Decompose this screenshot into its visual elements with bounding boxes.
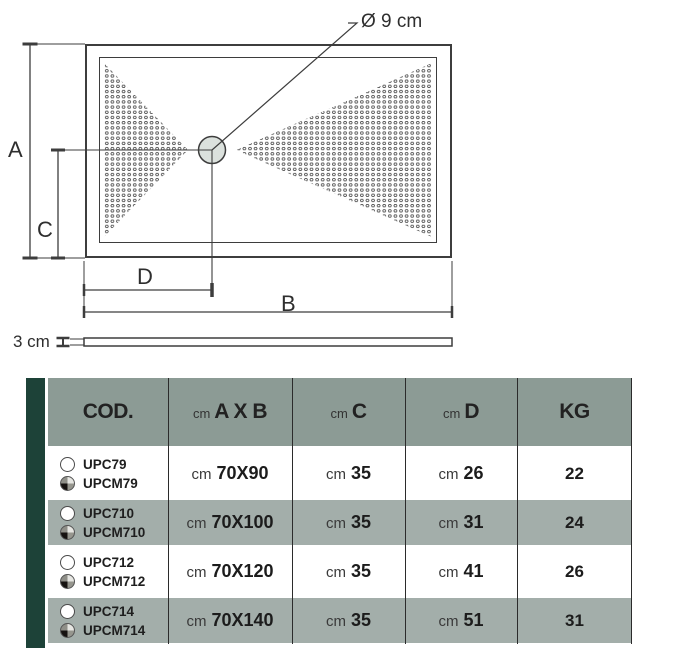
d-cell: cm 51 xyxy=(438,610,484,630)
quartered-circle-icon xyxy=(60,476,75,491)
dimension-a-label: A xyxy=(8,137,23,162)
axb-cell: cm 70X120 xyxy=(186,561,274,581)
header-c: cm C xyxy=(330,400,367,423)
product-code: UPC710 xyxy=(83,505,135,521)
c-cell: cm 35 xyxy=(325,561,372,581)
header-kg: KG xyxy=(559,400,590,423)
product-code: UPCM712 xyxy=(83,573,146,589)
product-code: UPCM79 xyxy=(83,475,138,491)
column-divider xyxy=(292,378,294,644)
table-accent-strip xyxy=(26,378,45,648)
column-divider xyxy=(405,378,407,644)
empty-circle-icon xyxy=(60,506,75,521)
code-cell xyxy=(48,500,168,545)
quartered-circle-icon xyxy=(60,525,75,540)
product-code: UPCM714 xyxy=(83,622,146,638)
d-cell: cm 26 xyxy=(438,463,484,483)
kg-cell: 24 xyxy=(565,512,584,532)
table-row xyxy=(48,549,632,594)
c-cell: cm 35 xyxy=(325,512,372,532)
tray-side-profile xyxy=(84,338,452,346)
product-code: UPC712 xyxy=(83,554,135,570)
empty-circle-icon xyxy=(60,604,75,619)
table-row xyxy=(48,500,632,545)
header-cod: COD. xyxy=(82,400,134,423)
table-right-edge xyxy=(631,378,633,644)
code-cell xyxy=(48,451,168,496)
code-cell xyxy=(48,549,168,594)
header-axb: cm A X B xyxy=(192,400,268,423)
size-spec-table xyxy=(26,378,632,648)
table-row xyxy=(48,598,632,643)
column-divider xyxy=(517,378,519,644)
product-code: UPC714 xyxy=(83,603,135,619)
code-cell xyxy=(48,598,168,643)
dimension-c-label: C xyxy=(37,217,53,242)
quartered-circle-icon xyxy=(60,623,75,638)
kg-cell: 22 xyxy=(565,463,584,483)
c-cell: cm 35 xyxy=(325,610,372,630)
product-code: UPC79 xyxy=(83,456,127,472)
thickness-label: 3 cm xyxy=(13,332,50,351)
table-header-row xyxy=(48,378,632,446)
dimension-d-label: D xyxy=(137,264,153,289)
axb-cell: cm 70X140 xyxy=(186,610,274,630)
c-cell: cm 35 xyxy=(325,463,372,483)
header-d: cm D xyxy=(442,400,479,423)
dimension-b-label: B xyxy=(281,291,296,316)
axb-cell: cm 70X100 xyxy=(186,512,274,532)
column-divider xyxy=(168,378,170,644)
kg-cell: 26 xyxy=(565,561,584,581)
drain-diameter-label: Ø 9 cm xyxy=(361,11,423,32)
empty-circle-icon xyxy=(60,457,75,472)
quartered-circle-icon xyxy=(60,574,75,589)
table-row xyxy=(48,451,632,496)
axb-cell: cm 70X90 xyxy=(191,463,269,483)
product-code: UPCM710 xyxy=(83,524,146,540)
d-cell: cm 31 xyxy=(438,512,484,532)
empty-circle-icon xyxy=(60,555,75,570)
d-cell: cm 41 xyxy=(438,561,484,581)
kg-cell: 31 xyxy=(565,610,584,630)
